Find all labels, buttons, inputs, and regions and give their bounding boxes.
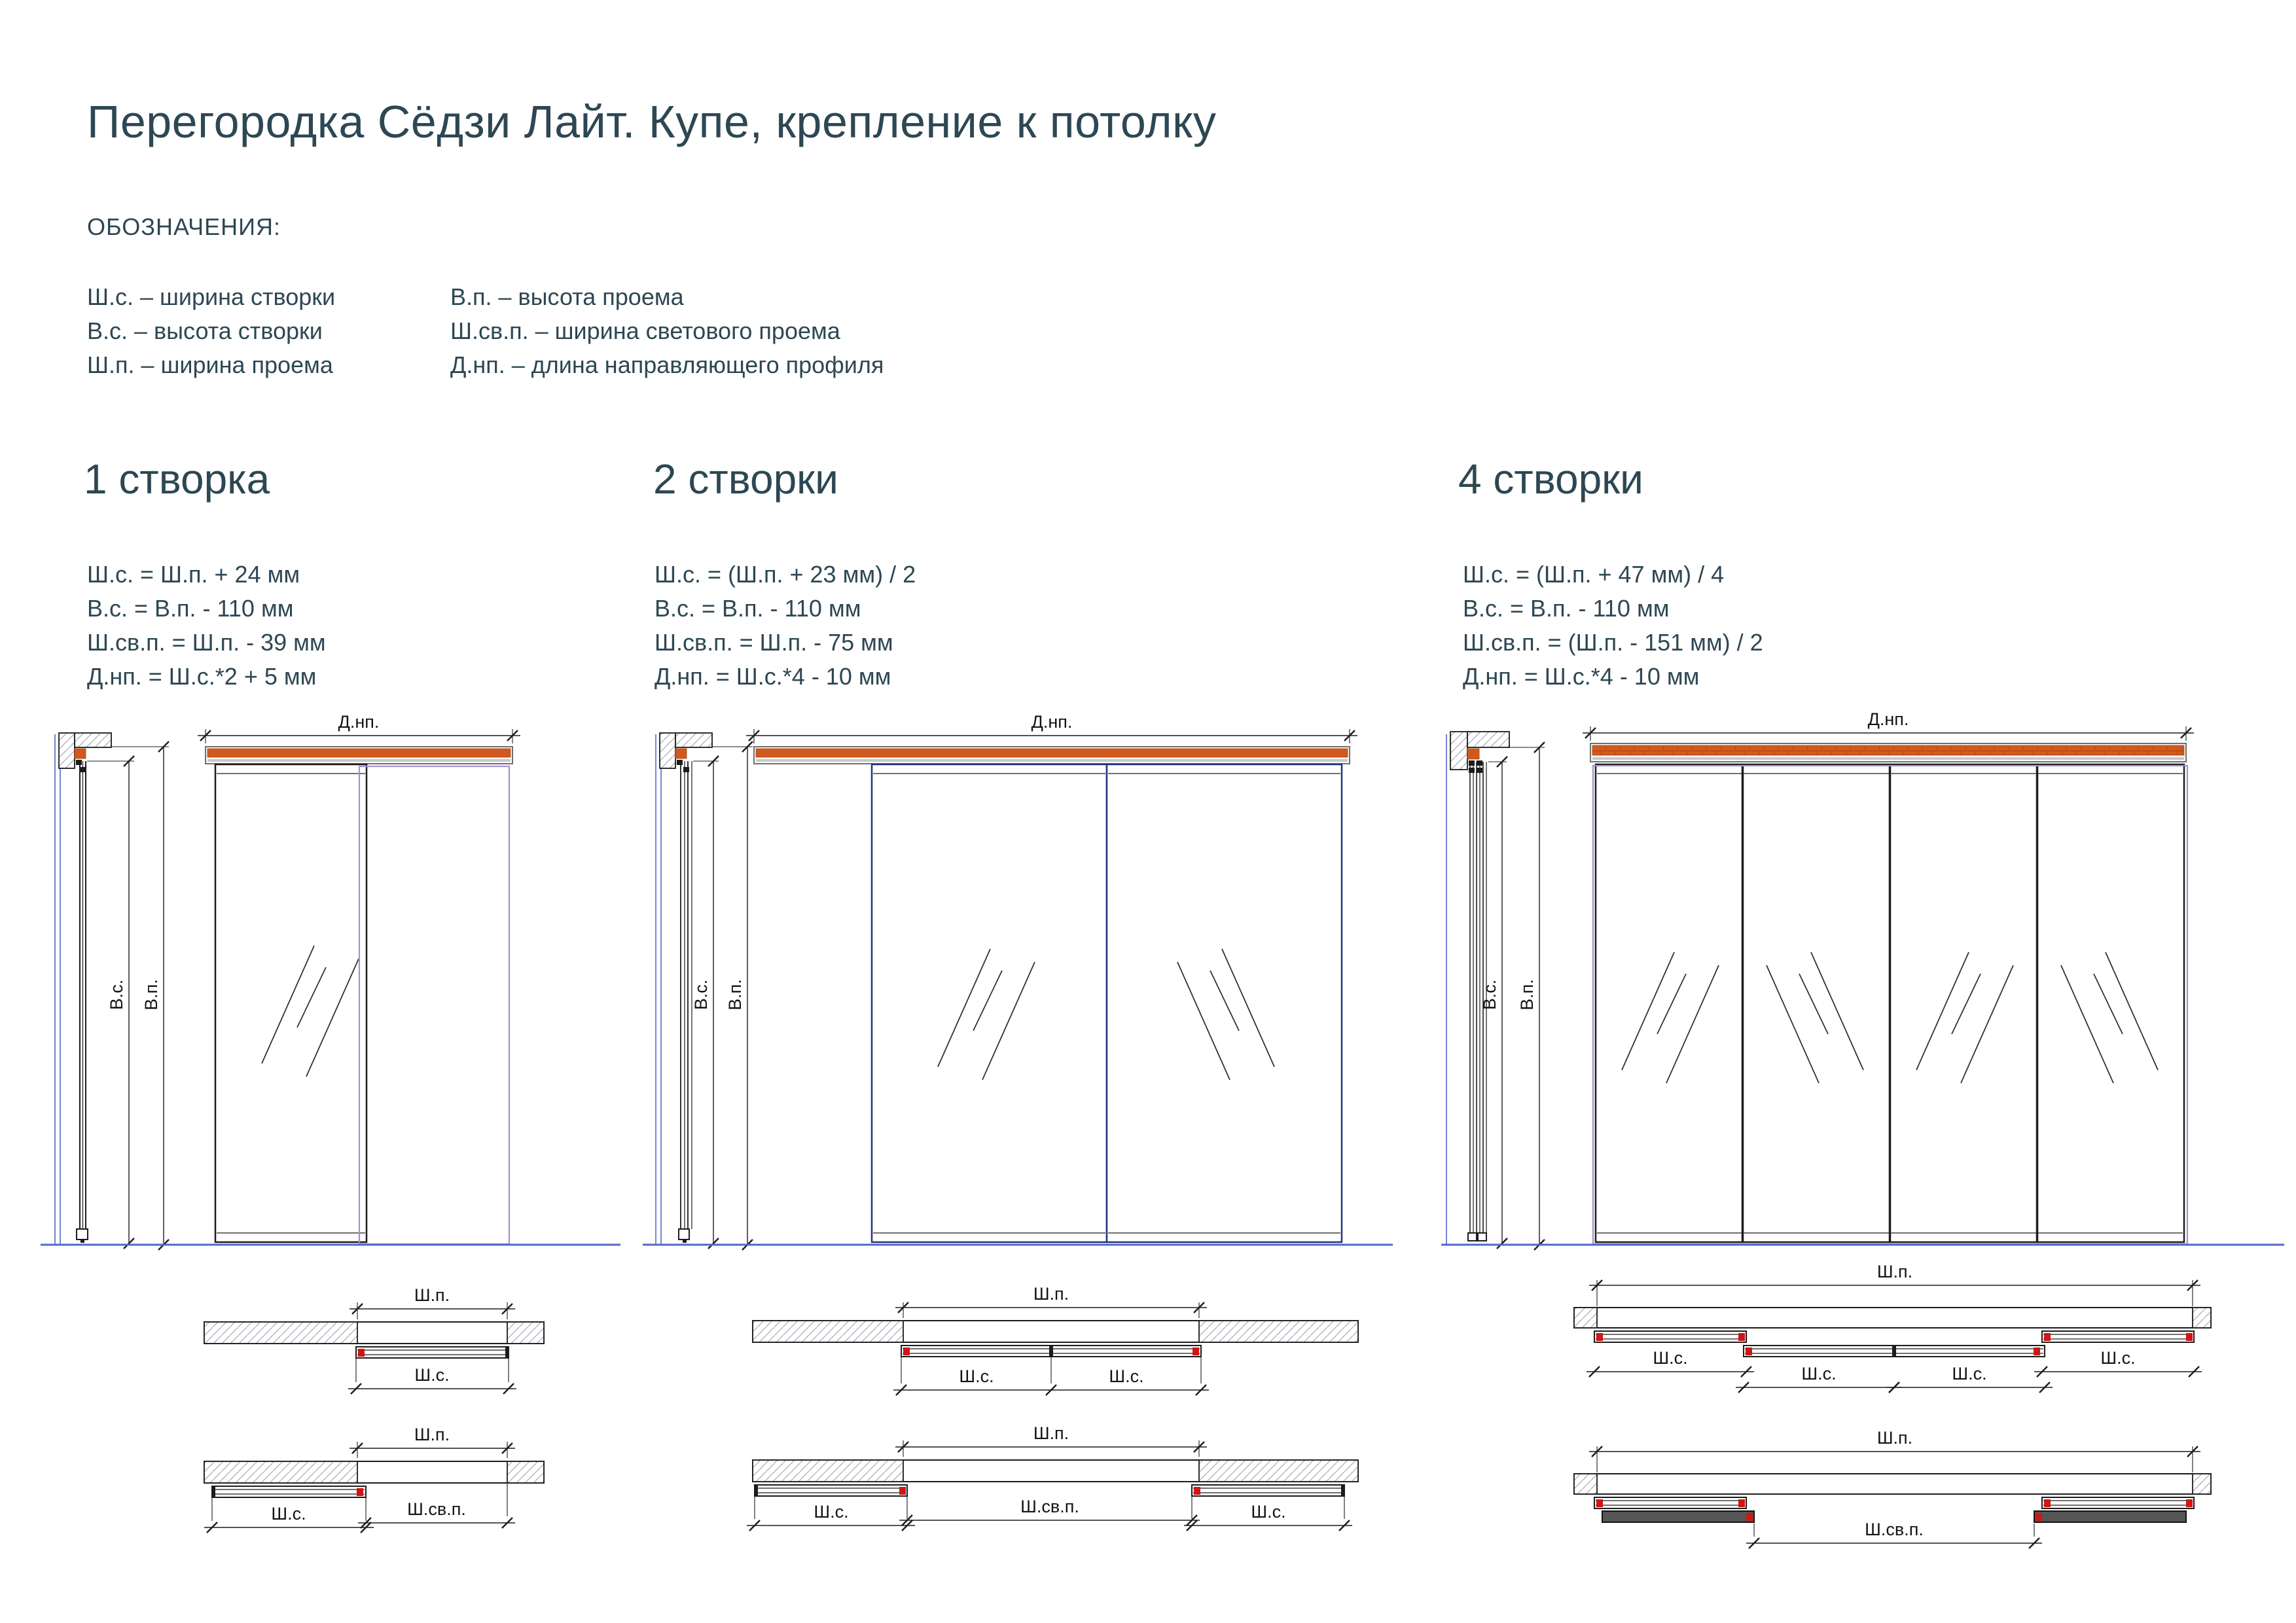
dim-label-shs: Ш.с.: [1109, 1366, 1144, 1386]
dimension-leaf-width: [1587, 1348, 1754, 1377]
plan-view-open: [747, 1423, 1358, 1531]
formula-line: Ш.с. = (Ш.п. + 23 мм) / 2: [655, 561, 916, 588]
legend-item: Ш.п. – ширина проема: [87, 351, 333, 378]
dim-label-shs: Ш.с.: [1653, 1348, 1688, 1368]
dimension-clear-opening: [899, 1497, 1200, 1525]
door-panel: [1890, 764, 2037, 1242]
ceiling-hatch: [59, 733, 75, 768]
wall-hatch: [507, 1461, 544, 1483]
door-panel: [1596, 764, 1742, 1242]
dim-label-shp: Ш.п.: [1033, 1284, 1069, 1304]
dim-label-vs: В.с.: [1480, 979, 1499, 1010]
dim-label-vs: В.с.: [691, 979, 711, 1010]
door-panel: [215, 764, 367, 1242]
wall-hatch: [1199, 1460, 1358, 1482]
wall-hatch: [753, 1460, 903, 1482]
drawing-1-leaf: [39, 713, 628, 1571]
front-view: [643, 712, 1393, 1245]
formula-line: Ш.св.п. = Ш.п. - 75 мм: [655, 629, 893, 656]
door-leaf-plan: [1049, 1346, 1201, 1357]
ceiling-hatch: [1467, 732, 1509, 747]
dim-label-vp: В.п.: [725, 979, 745, 1010]
door-panel: [2037, 764, 2184, 1242]
opening-outline: [359, 766, 509, 1244]
plan-view-closed: [753, 1284, 1358, 1395]
drawing-2-leaves: [641, 713, 1394, 1571]
door-leaf-plan: [1602, 1511, 1754, 1522]
drawing-4-leaves: [1440, 709, 2296, 1571]
legend-heading: ОБОЗНАЧЕНИЯ:: [87, 213, 281, 240]
dim-label-dnp: Д.нп.: [1867, 709, 1909, 729]
wall-hatch: [1199, 1321, 1358, 1342]
dim-label-shs: Ш.с.: [271, 1504, 306, 1524]
legend-column-2: [450, 280, 884, 382]
track-cover: [207, 759, 511, 762]
dim-label-shsvp: Ш.св.п.: [1020, 1497, 1079, 1516]
roller-carriage: [677, 760, 683, 765]
dim-label-shp: Ш.п.: [414, 1425, 450, 1444]
dimension-leaf-width: [747, 1502, 915, 1531]
door-panel: [1743, 764, 1890, 1242]
dim-label-shs: Ш.с.: [1801, 1364, 1837, 1383]
stopper-marker: [1738, 1333, 1745, 1341]
wall-hatch: [1574, 1308, 1597, 1328]
dim-label-shsvp: Ш.св.п.: [407, 1499, 466, 1519]
stopper-marker: [903, 1347, 910, 1355]
track-section: [675, 749, 687, 758]
roller-carriage: [76, 760, 82, 765]
dimension-leaf-height: [1480, 757, 1507, 1249]
formula-line: В.с. = В.п. - 110 мм: [87, 595, 294, 622]
dimension-track-length: [198, 712, 520, 741]
wall-hatch: [507, 1322, 544, 1344]
wall-hatch: [204, 1322, 357, 1344]
dimension-clear-opening: [358, 1499, 515, 1528]
ceiling-hatch: [75, 733, 111, 747]
wall-hatch: [1574, 1474, 1597, 1494]
formula-line: В.с. = В.п. - 110 мм: [655, 595, 861, 622]
legend-column-1: [87, 280, 335, 382]
dim-label-dnp: Д.нп.: [1031, 712, 1073, 732]
formula-line: В.с. = В.п. - 110 мм: [1463, 595, 1670, 622]
dim-label-shs: Ш.с.: [1952, 1364, 1987, 1383]
formula-line: Д.нп. = Ш.с.*4 - 10 мм: [1463, 663, 1700, 690]
dimension-clear-opening: [1746, 1520, 2042, 1548]
dimension-leaf-height: [691, 756, 719, 1249]
stopper-marker: [1194, 1487, 1200, 1495]
formula-line: Д.нп. = Ш.с.*2 + 5 мм: [87, 663, 317, 690]
dim-label-vp: В.п.: [141, 979, 161, 1010]
door-leaf-plan: [1594, 1497, 1746, 1508]
dim-label-shs: Ш.с.: [414, 1365, 450, 1385]
plan-view-closed: [204, 1285, 544, 1394]
ceiling-hatch: [660, 733, 675, 768]
wall-hatch: [204, 1461, 357, 1483]
plan-view-open: [204, 1425, 544, 1533]
section-heading-1-leaf: 1 створка: [84, 455, 270, 503]
dimension-leaf-width: [348, 1365, 516, 1394]
track-cover: [756, 759, 1348, 762]
dimension-opening-width: [1589, 1262, 2200, 1291]
dimension-leaf-width: [1184, 1502, 1352, 1531]
legend-item: Ш.с. – ширина створки: [87, 283, 336, 310]
plan-view-closed: [1574, 1262, 2211, 1393]
formula-line: Д.нп. = Ш.с.*4 - 10 мм: [655, 663, 891, 690]
stopper-marker: [1596, 1333, 1603, 1341]
dimension-leaf-width: [1886, 1364, 2053, 1393]
front-view: [1441, 709, 2284, 1245]
section-heading-2-leaves: 2 створки: [653, 455, 838, 503]
dimension-opening-height: [1517, 742, 1545, 1250]
dimension-track-length: [746, 712, 1357, 741]
dim-label-shsvp: Ш.св.п.: [1865, 1520, 1924, 1539]
bottom-guide-pin: [683, 1240, 687, 1243]
track-section: [75, 749, 86, 758]
ceiling-hatch: [1450, 732, 1467, 770]
dimension-opening-height: [141, 741, 169, 1250]
formulas-2-leaves: [655, 558, 916, 694]
dimension-leaf-width: [204, 1504, 374, 1533]
door-leaf-plan: [1594, 1331, 1746, 1342]
dimension-opening-width: [1589, 1428, 2200, 1457]
door-leaf-plan: [212, 1486, 366, 1497]
legend-item: В.с. – высота створки: [87, 317, 323, 344]
wall-hatch: [2193, 1474, 2211, 1494]
stopper-marker: [2044, 1333, 2051, 1341]
door-leaf-plan: [356, 1347, 509, 1358]
dim-label-shp: Ш.п.: [1876, 1428, 1913, 1448]
dimension-opening-width: [350, 1285, 515, 1314]
dim-label-vs: В.с.: [107, 979, 126, 1010]
side-view: [656, 733, 753, 1250]
side-view: [1446, 732, 1545, 1250]
stopper-marker: [2186, 1499, 2193, 1507]
section-heading-4-leaves: 4 створки: [1458, 455, 1643, 503]
ceiling-hatch: [675, 733, 712, 747]
dim-label-shp: Ш.п.: [414, 1285, 450, 1305]
dimension-opening-width: [350, 1425, 515, 1454]
dimension-leaf-width: [1736, 1364, 1902, 1393]
dim-label-shp: Ш.п.: [1876, 1262, 1913, 1281]
dim-label-shs: Ш.с.: [959, 1366, 994, 1386]
bottom-guide: [77, 1229, 88, 1240]
formula-line: Ш.св.п. = (Ш.п. - 151 мм) / 2: [1463, 629, 1763, 656]
wall-hatch: [2193, 1308, 2211, 1328]
stopper-marker: [1746, 1347, 1752, 1355]
front-view: [41, 712, 620, 1245]
dim-label-dnp: Д.нп.: [338, 712, 380, 732]
stopper-marker: [2034, 1347, 2040, 1355]
formula-line: Ш.св.п. = Ш.п. - 39 мм: [87, 629, 326, 656]
door-leaf-plan: [2042, 1331, 2194, 1342]
wall-plan: [1574, 1308, 2211, 1328]
wall-hatch: [753, 1321, 903, 1342]
formulas-4-leaves: [1463, 558, 1763, 694]
dimension-track-length: [1583, 709, 2194, 738]
stopper-marker: [358, 1349, 365, 1357]
track-section: [1467, 749, 1479, 759]
door-leaf-plan: [901, 1346, 1051, 1357]
track-orange-profile: [207, 749, 511, 757]
bottom-guide: [1478, 1233, 1486, 1241]
door-leaf-plan: [2042, 1497, 2194, 1508]
dimension-opening-height: [725, 741, 753, 1250]
formula-line: Ш.с. = (Ш.п. + 47 мм) / 4: [1463, 561, 1725, 588]
side-view: [55, 733, 169, 1250]
dimension-opening-width: [895, 1284, 1207, 1313]
dim-label-shs: Ш.с.: [814, 1502, 849, 1522]
legend-item: В.п. – высота проема: [450, 283, 684, 310]
track-orange-profile: [756, 749, 1348, 757]
stopper-marker: [1746, 1513, 1753, 1521]
stopper-marker: [2036, 1513, 2042, 1521]
dim-label-vp: В.п.: [1517, 979, 1537, 1010]
dimension-leaf-width: [2034, 1348, 2202, 1377]
plan-view-open: [1574, 1428, 2211, 1548]
wall-plan: [1574, 1474, 2211, 1494]
legend-item: Ш.св.п. – ширина светового проема: [450, 317, 840, 344]
page-title: Перегородка Сёдзи Лайт. Купе, крепление к потолку: [87, 96, 1217, 147]
door-leaf-plan: [1192, 1485, 1344, 1496]
stopper-marker: [1193, 1347, 1199, 1355]
dim-label-shp: Ш.п.: [1033, 1423, 1069, 1443]
formulas-1-leaf: [87, 558, 326, 694]
stopper-marker: [2044, 1499, 2051, 1507]
dimension-opening-width: [895, 1423, 1207, 1452]
stopper-marker: [1738, 1499, 1745, 1507]
track-cover: [1592, 757, 2184, 760]
dimension-leaf-height: [107, 756, 134, 1249]
door-panel: [1107, 764, 1342, 1242]
door-leaf-plan: [755, 1485, 907, 1496]
stopper-marker: [2186, 1333, 2193, 1341]
formula-line: Ш.с. = Ш.п. + 24 мм: [87, 561, 300, 588]
door-leaf-plan: [1744, 1346, 1894, 1357]
dim-label-shs: Ш.с.: [2100, 1348, 2136, 1368]
door-panel: [872, 764, 1107, 1242]
bottom-guide: [1468, 1233, 1477, 1241]
door-leaf-plan: [1892, 1346, 2045, 1357]
bottom-guide-pin: [81, 1240, 84, 1243]
stopper-marker: [899, 1487, 906, 1495]
stopper-marker: [1596, 1499, 1603, 1507]
track-orange-profile: [1592, 745, 2184, 755]
dim-label-shs: Ш.с.: [1251, 1502, 1286, 1522]
legend-item: Д.нп. – длина направляющего профиля: [450, 351, 884, 378]
stopper-marker: [357, 1488, 363, 1496]
door-leaf-plan: [2034, 1511, 2186, 1522]
bottom-guide: [679, 1229, 689, 1240]
